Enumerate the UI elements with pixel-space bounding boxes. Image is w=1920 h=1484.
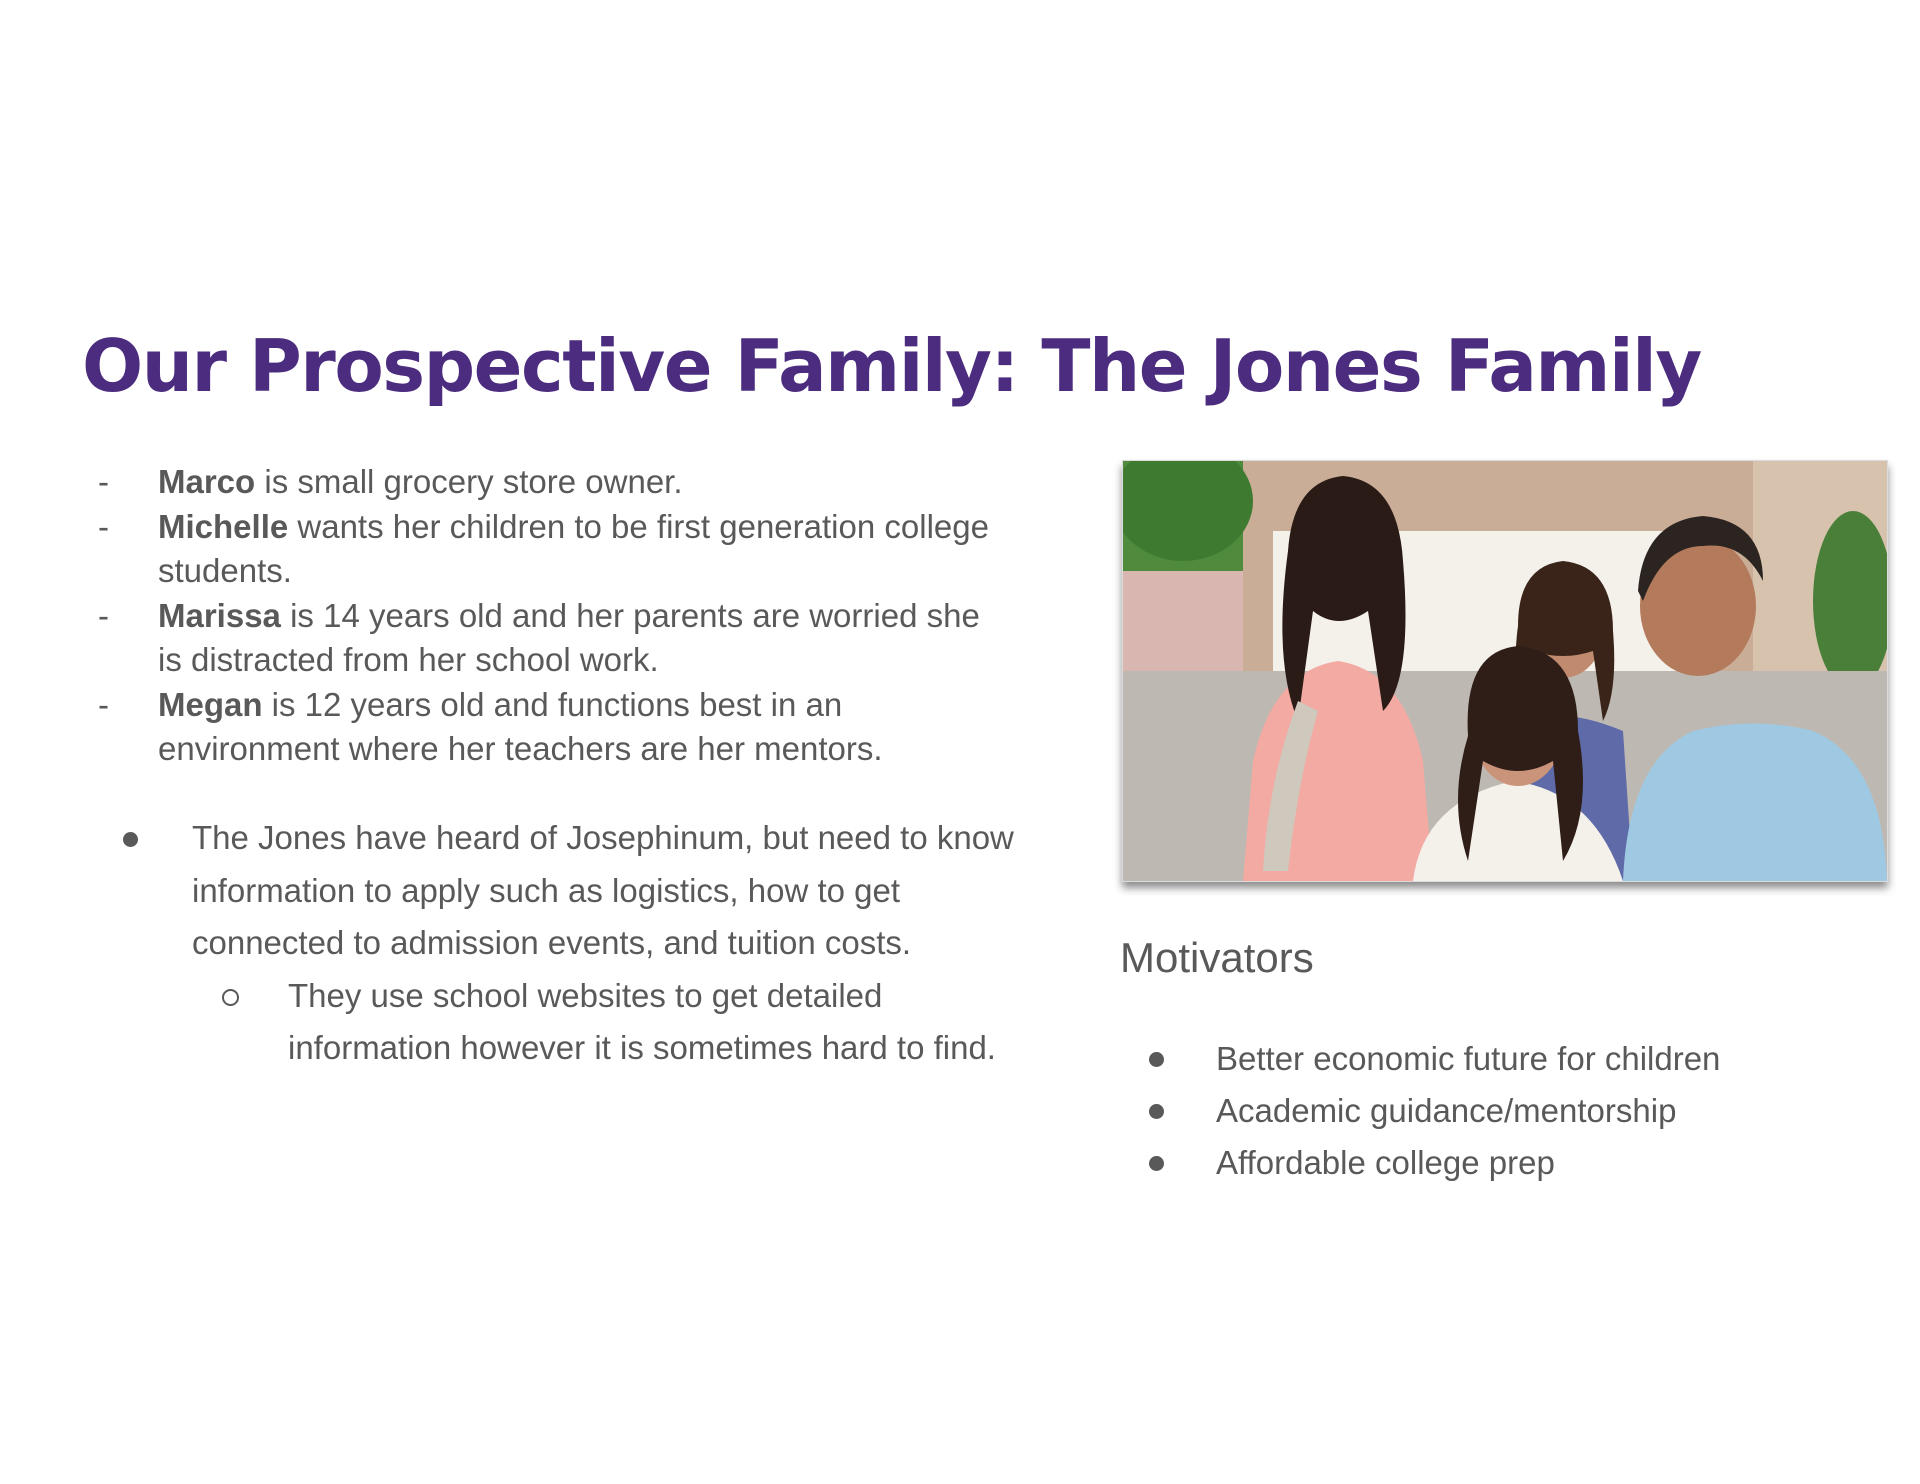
motivator-text: Affordable college prep <box>1216 1144 1555 1181</box>
member-name: Megan <box>158 685 263 723</box>
motivator-text: Academic guidance/mentorship <box>1216 1092 1677 1129</box>
member-description: is 14 years old and her parents are worried she is distracted from her school work. <box>158 596 980 678</box>
list-item-marco <box>98 460 998 505</box>
bullet-dot-icon <box>1149 1156 1164 1171</box>
needs-text: The Jones have heard of Josephinum, but need to know information to apply such as logistics, how to get connected to admission events, and tuition costs. <box>192 819 1014 961</box>
list-item-motivator <box>1146 1137 1886 1189</box>
member-name: Marco <box>158 463 256 500</box>
motivator-text: Better economic future for children <box>1216 1040 1721 1077</box>
slide-title: Our Prospective Family: The Jones Family <box>82 324 1701 408</box>
dash-marker: - <box>98 507 109 545</box>
motivators-list <box>1146 1033 1886 1189</box>
family-member-list <box>98 460 998 772</box>
list-item-marissa <box>98 594 998 683</box>
list-item-megan <box>98 683 998 772</box>
member-description: is small grocery store owner. <box>255 463 683 500</box>
family-photo <box>1122 460 1888 882</box>
member-name: Marissa <box>158 596 281 634</box>
list-item-michelle <box>98 505 998 594</box>
list-item-needs <box>120 812 1020 1075</box>
member-name: Michelle <box>158 507 289 545</box>
motivators-heading: Motivators <box>1120 934 1314 981</box>
list-item-motivator <box>1146 1085 1886 1137</box>
member-description: wants her children to be first generation college students. <box>158 507 989 589</box>
needs-list <box>120 812 1020 1075</box>
bullet-circle-icon <box>222 989 239 1006</box>
list-item-motivator <box>1146 1033 1886 1085</box>
member-description: is 12 years old and functions best in an environment where her teachers are her mentors. <box>158 685 883 767</box>
dash-marker: - <box>98 596 109 634</box>
bullet-dot-icon <box>1149 1052 1164 1067</box>
needs-sub-list <box>192 970 1020 1075</box>
list-item-websites <box>120 970 1020 1075</box>
bullet-dot-icon <box>1149 1104 1164 1119</box>
dash-marker: - <box>98 463 109 500</box>
bullet-dot-icon <box>123 832 138 847</box>
dash-marker: - <box>98 685 109 723</box>
websites-text: They use school websites to get detailed information however it is sometimes hard to find. <box>288 976 996 1066</box>
